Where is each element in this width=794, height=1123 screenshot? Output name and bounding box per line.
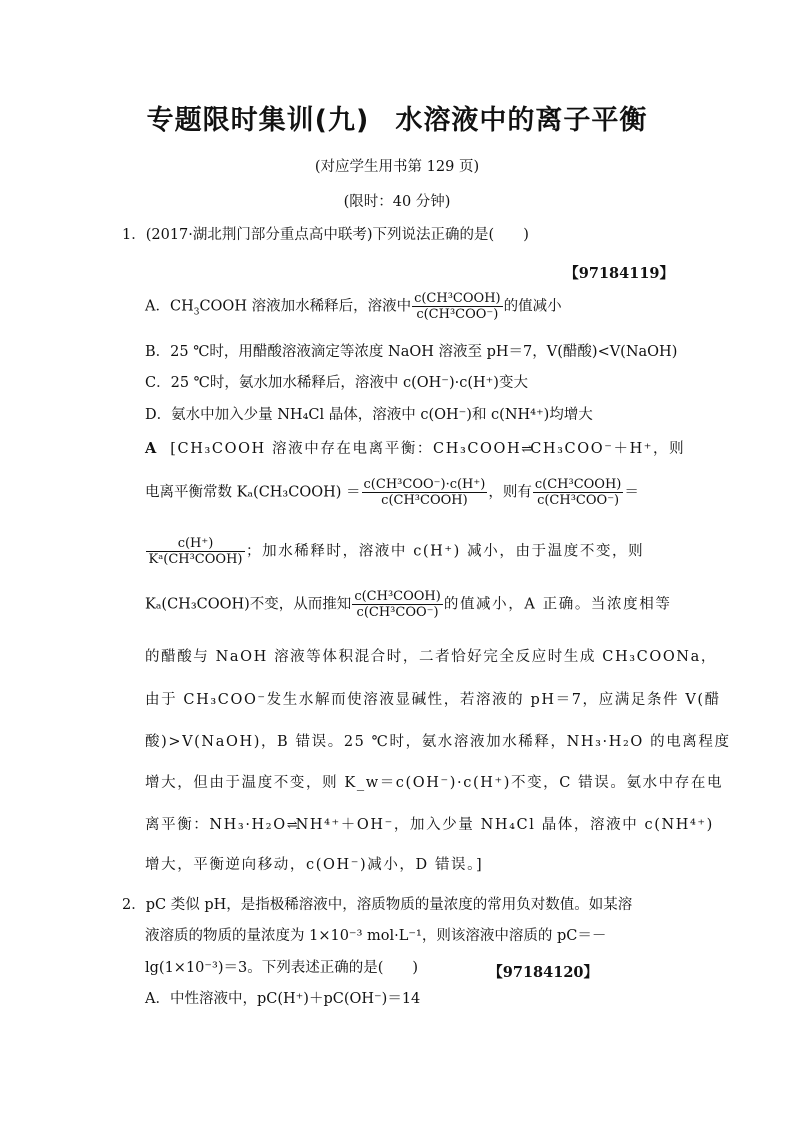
explain-line-4: Kₐ(CH₃COOH)不变，从而推知 $\frac{\text{c(CH³COOH)}}{\text{c(CH³COO⁻)}}$ 的值减小，A 正确。当浓度相等 xyxy=(145,589,672,620)
ratio-fraction: $\frac{\text{c(CH³COOH)}}{\text{c(CH³COO⁻)}}$ xyxy=(534,477,622,508)
explain-line-5: 的醋酸与 NaOH 溶液等体积混合时，二者恰好完全反应时生成 CH₃COONa， xyxy=(145,649,717,665)
explain-line-1: A [CH₃COOH 溶液中存在电离平衡：CH₃COOH⇌CH₃COO⁻＋H⁺，则 xyxy=(145,440,686,457)
title-left: 专题限时集训(九) xyxy=(146,105,370,136)
equilibrium-arrow-icon: ⇌ xyxy=(286,818,296,833)
explain-line-6: 由于 CH₃COO⁻发生水解而使溶液显碱性，若溶液的 pH＝7，应满足条件 V(醋 xyxy=(145,692,721,708)
explain-line-3: $\frac{c(H^+)}{\text{Kᵃ(CH³COOH)}}$ ；加水稀释时，溶液中 c(H⁺) 减小，由于温度不变，则 xyxy=(145,537,644,566)
q1-code: 【97184119】 xyxy=(564,265,674,282)
explain-line-8: 增大，但由于温度不变，则 K_w＝c(OH⁻)·c(H⁺)不变，C 错误。氨水中存在电 xyxy=(145,775,724,791)
ka-fraction: $\frac{\text{c(CH³COO⁻)·c(H⁺)}}{\text{c(CH³COOH)}}$ xyxy=(363,477,486,508)
explain-line-7: 酸)>V(NaOH)，B 错误。25 ℃时，氨水溶液加水稀释，NH₃·H₂O 的电离程度 xyxy=(145,734,731,750)
q2-option-a: A．中性溶液中，pC(H⁺)＋pC(OH⁻)＝14 xyxy=(145,991,421,1007)
q1-option-b: B．25 ℃时，用醋酸溶液滴定等浓度 NaOH 溶液至 pH＝7，V(醋酸)<V(NaOH) xyxy=(145,344,678,360)
q1-option-a: A．$CH_3COOH$ 溶液加水稀释后，溶液中 $\frac{\text{c(CH³COOH)}}{\text{c(CH³COO⁻)}}$ 的值减小 xyxy=(145,291,562,322)
q1-stem: 1．(2017·湖北荆门部分重点高中联考)下列说法正确的是( ) xyxy=(122,227,529,243)
explain-line-10: 增大，平衡逆向移动，c(OH⁻)减小，D 错误。] xyxy=(145,857,484,873)
subtitle: (对应学生用书第 129 页) xyxy=(314,159,480,175)
equilibrium-arrow-icon: ⇌ xyxy=(521,442,531,457)
q1-option-c: C．25 ℃时，氨水加水稀释后，溶液中 c(OH⁻)·c(H⁺)变大 xyxy=(145,375,528,391)
q1-option-d: D．氨水中加入少量 NH₄Cl 晶体，溶液中 c(OH⁻)和 c(NH⁴⁺)均增大 xyxy=(145,407,593,423)
h-over-ka-fraction: $\frac{c(H^+)}{\text{Kᵃ(CH³COOH)}}$ xyxy=(146,537,245,566)
page-title xyxy=(0,98,794,137)
q1-a-fraction: $\frac{\text{c(CH³COOH)}}{\text{c(CH³COO⁻)}}$ xyxy=(414,291,501,322)
time-limit: (限时：40 分钟) xyxy=(343,194,451,210)
explain-line-2: 电离平衡常数 Kₐ(CH₃COOH) ＝ $\frac{\text{c(CH³COO⁻)·c(H⁺)}}{\text{c(CH³COOH)}}$ ，则有 $\frac{\text{c(CH³COOH)}}{\text{c(CH³COO⁻)}}$ ＝ xyxy=(145,477,639,508)
explain-line-9: 离平衡：NH₃·H₂O⇌NH⁴⁺＋OH⁻，加入少量 NH₄Cl 晶体，溶液中 c(NH⁴⁺) xyxy=(145,817,714,833)
q2-code: 【97184120】 xyxy=(488,964,598,981)
q2-line-3: lg(1×10⁻³)＝3。下列表述正确的是( ) xyxy=(145,960,419,976)
title-right: 水溶液中的离子平衡 xyxy=(395,105,648,136)
conclusion-fraction: $\frac{\text{c(CH³COOH)}}{\text{c(CH³COO⁻)}}$ xyxy=(354,589,441,620)
q2-line-1: 2．pC 类似 pH，是指极稀溶液中，溶质物质的量浓度的常用负对数值。如某溶 xyxy=(122,897,633,913)
q2-line-2: 液溶质的物质的量浓度为 1×10⁻³ mol·L⁻¹，则该溶液中溶质的 pC＝－ xyxy=(145,928,607,944)
